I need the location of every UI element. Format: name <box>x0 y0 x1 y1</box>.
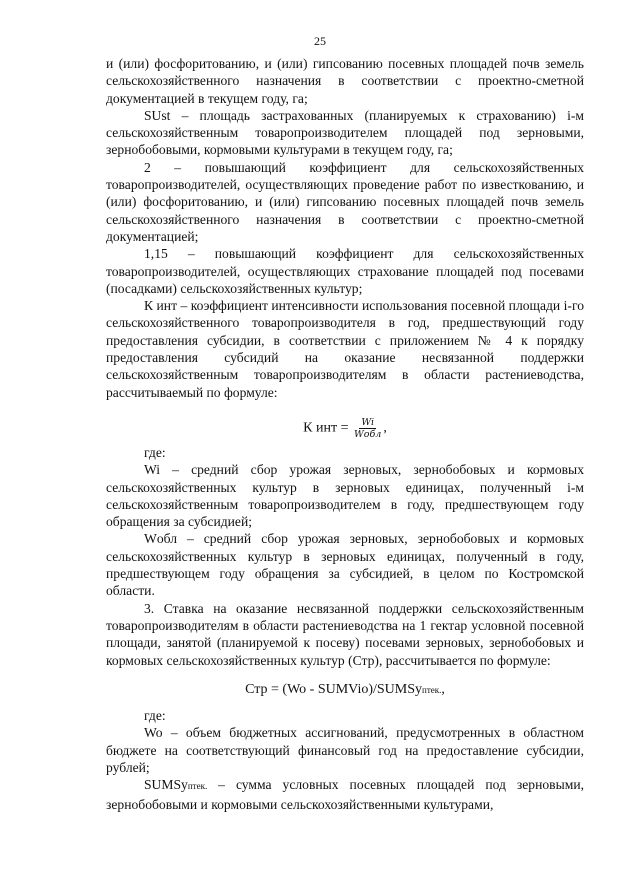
document-body <box>106 55 584 813</box>
where-label-2: где: <box>144 708 166 724</box>
formula-kint <box>106 417 584 440</box>
paragraph-kint-definition: К инт – коэффициент интенсивности использования посевной площади i-го сельскохозяйственного товаропроизводителя в год, предшествующий году предоставления субсидии, в соответствии с приложением № 4 к порядку предоставления субсидий на оказание несвязанной поддержки сельскохозяйственным товаропроизводителям в области растениеводства, рассчитываемый по формуле: <box>106 298 584 400</box>
formula-str-tail: , <box>441 681 445 697</box>
formula-kint-numerator: Wi <box>361 416 374 428</box>
formula-str-subscript: птек. <box>422 684 442 695</box>
sumsup-term: SUMSу <box>144 777 188 793</box>
sumsup-term-subscript: птек. <box>187 781 208 792</box>
paragraph-rate-section-3: 3. Ставка на оказание несвязанной поддержки сельскохозяйственным товаропроизводителям в области растениеводства на 1 гектар условной посевной площади, занятой (планируемой к посеву) посевами зерновых, зернобобовых и кормовых сельскохозяйственных культур (Стр), рассчитывается по формуле: <box>106 600 584 668</box>
paragraph-wo-definition: Wo – объем бюджетных ассигнований, предусмотренных в областном бюджете на соответствующий финансовый год на предоставление субсидии, рублей; <box>106 725 584 775</box>
paragraph-sust-definition: SUst – площадь застрахованных (планируемых к страхованию) i-м сельскохозяйственным товаропроизводителем площадей под зерновыми, зернобобовыми, кормовыми культурами в текущем году, га; <box>106 107 584 158</box>
formula-kint-tail: , <box>383 420 387 436</box>
paragraph-sumsup-definition <box>106 776 584 813</box>
formula-str-main: Стр = (Wo - SUMVio)/SUMSу <box>245 681 423 697</box>
paragraph-continuation: и (или) фосфоритованию, и (или) гипсованию посевных площадей почв земель сельскохозяйственного назначения в соответствии с проектно-сметной документацией в текущем году, га; <box>106 56 584 106</box>
sumsup-text: – сумма условных посевных площадей под зерновыми, зернобобовыми и кормовыми сельскохозяйственными культурами, <box>106 777 584 812</box>
formula-str <box>106 681 584 699</box>
paragraph-wobl-definition: Wобл – средний сбор урожая зерновых, зернобобовых и кормовых сельскохозяйственных культур в зерновых единицах, полученный в году, предшествующем году обращения за субсидией, в целом по Костромской области. <box>106 531 584 599</box>
paragraph-coefficient-115: 1,15 – повышающий коэффициент для сельскохозяйственных товаропроизводителей, осуществляющих страхование площадей под посевами (посадками) сельскохозяйственных культур; <box>106 246 584 296</box>
paragraph-wi-definition: Wi – средний сбор урожая зерновых, зернобобовых и кормовых сельскохозяйственных культур в зерновых единицах, полученный i-м сельскохозяйственным товаропроизводителем в году, предшествующем году обращения за субсидией; <box>106 462 584 530</box>
paragraph-coefficient-2: 2 – повышающий коэффициент для сельскохозяйственных товаропроизводителей, осуществляющих проведение работ по известкованию, и (или) фосфоритованию, и (или) гипсованию посевных площадей почв земель сельскохозяйственного назначения в соответствии с проектно-сметной документацией; <box>106 159 584 244</box>
page-number: 25 <box>314 34 326 48</box>
formula-kint-denominator: Wобл <box>354 428 382 440</box>
formula-kint-fraction <box>352 417 383 440</box>
where-label-1: где: <box>144 444 166 460</box>
formula-kint-lhs: К инт = <box>303 420 352 436</box>
